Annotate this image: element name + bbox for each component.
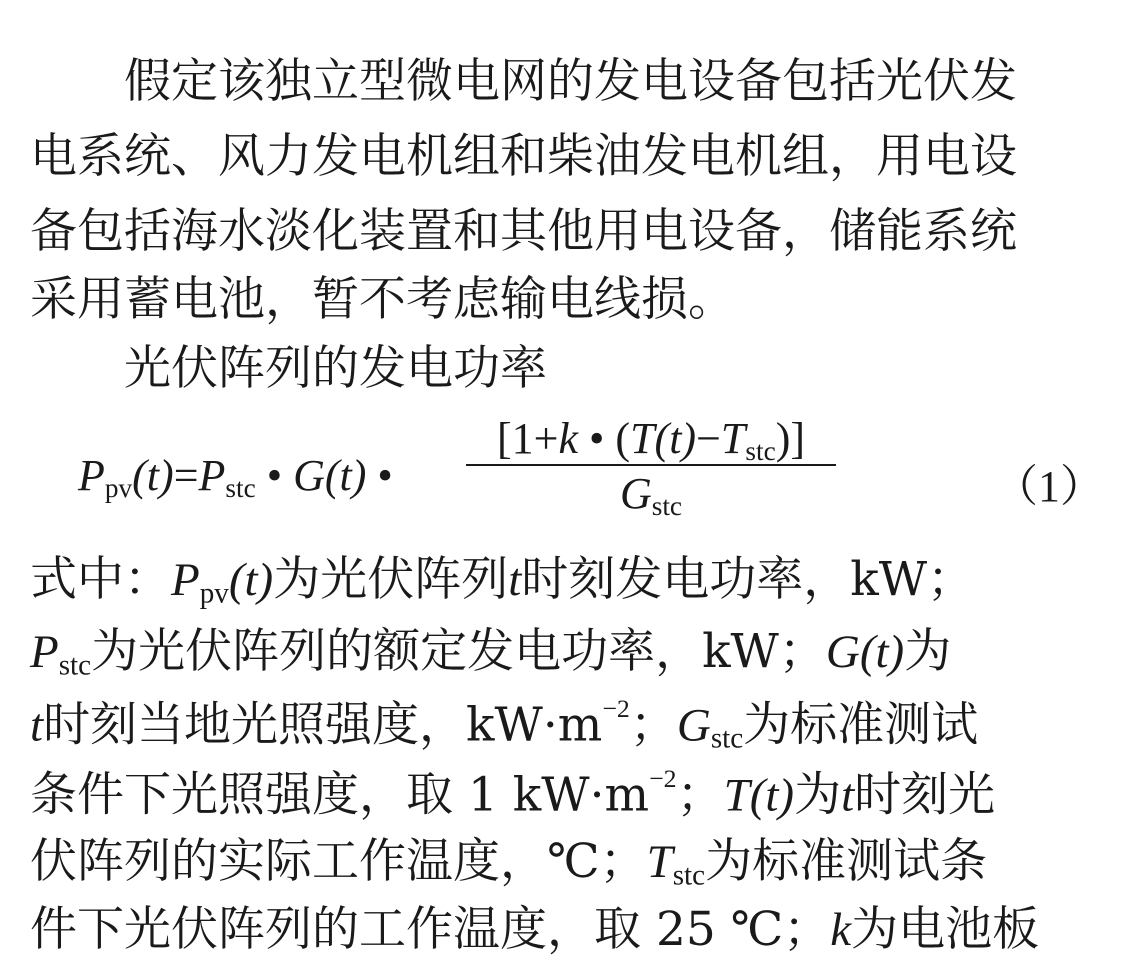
eq-dot-2: • bbox=[377, 451, 393, 500]
text: 式中： bbox=[30, 552, 171, 607]
num-dot: • bbox=[589, 414, 605, 463]
defs-line2 bbox=[30, 624, 952, 682]
num-close: )] bbox=[775, 414, 805, 463]
text: 为 bbox=[794, 767, 842, 823]
var: G bbox=[825, 626, 860, 678]
text: ； bbox=[676, 767, 724, 823]
section-heading: 光伏阵列的发电功率 bbox=[124, 341, 547, 396]
eq-var-p: P bbox=[78, 451, 105, 500]
var: t bbox=[30, 699, 44, 752]
den-g: G bbox=[619, 469, 652, 518]
sub: stc bbox=[672, 859, 706, 892]
num-targ: (t) bbox=[654, 414, 697, 463]
sub: stc bbox=[710, 722, 744, 755]
defs-line3 bbox=[30, 696, 978, 754]
var: t bbox=[508, 554, 522, 606]
equation-number: （1） bbox=[994, 462, 1104, 511]
arg: (t) bbox=[228, 554, 274, 606]
text: 条件下光照强度，取 1 kW·m bbox=[30, 767, 650, 823]
num-t: T bbox=[630, 414, 655, 463]
eq-sub-pv: pv bbox=[104, 472, 133, 503]
num-bracket: [1+ bbox=[497, 414, 559, 463]
num-t2-sub: stc bbox=[745, 435, 776, 466]
defs-line5 bbox=[30, 834, 988, 892]
num-k: k bbox=[558, 414, 578, 463]
exp: −2 bbox=[649, 764, 677, 793]
var: t bbox=[841, 769, 855, 822]
text: 为 bbox=[904, 624, 952, 679]
var: G bbox=[676, 699, 711, 752]
paragraph1-line3: 备包括海水淡化装置和其他用电设备，储能系统 bbox=[30, 204, 1017, 259]
var: T bbox=[723, 769, 750, 822]
arg: (t) bbox=[859, 626, 905, 678]
equation-lhs bbox=[78, 450, 393, 504]
text: ； bbox=[629, 697, 677, 753]
var: T bbox=[646, 836, 673, 888]
text: 件下光伏阵列的工作温度，取 25 ℃； bbox=[30, 902, 831, 957]
text: 为电池板 bbox=[851, 902, 1040, 957]
exp: −2 bbox=[602, 694, 630, 723]
num-paren: ( bbox=[615, 414, 631, 463]
eq-var-pstc: P bbox=[198, 451, 226, 500]
eq-dot-1: • bbox=[266, 451, 283, 500]
text: 时刻当地光照强度，kW·m bbox=[43, 697, 603, 753]
text: 为光伏阵列的额定发电功率，kW； bbox=[91, 624, 826, 679]
paragraph1-line2: 电系统、风力发电机组和柴油发电机组，用电设 bbox=[30, 129, 1017, 184]
var: P bbox=[30, 626, 59, 678]
sub: stc bbox=[58, 649, 92, 682]
paragraph1-line4: 采用蓄电池，暂不考虑输电线损。 bbox=[30, 272, 735, 327]
defs-line4 bbox=[30, 764, 996, 823]
defs-line6 bbox=[30, 902, 1040, 957]
equation-fraction bbox=[466, 414, 836, 521]
text: 时刻发电功率，kW； bbox=[521, 552, 975, 607]
text: 伏阵列的实际工作温度，℃； bbox=[30, 834, 647, 889]
eq-sub-stc: stc bbox=[225, 472, 256, 503]
num-t2: T bbox=[720, 414, 746, 463]
fraction-numerator bbox=[466, 414, 836, 466]
defs-line1 bbox=[30, 552, 975, 610]
eq-equals: = bbox=[173, 451, 199, 500]
var: P bbox=[171, 554, 200, 606]
text: 为标准测试 bbox=[743, 697, 979, 753]
eq-arg-t: (t) bbox=[132, 451, 174, 500]
sub: pv bbox=[199, 577, 229, 610]
den-sub: stc bbox=[651, 490, 683, 521]
arg: (t) bbox=[749, 769, 795, 822]
text: 时刻光 bbox=[854, 767, 996, 823]
var: k bbox=[830, 904, 852, 956]
text: 为光伏阵列 bbox=[273, 552, 509, 607]
text: 为标准测试条 bbox=[705, 834, 988, 889]
paragraph1-line1: 假定该独立型微电网的发电设备包括光伏发 bbox=[124, 54, 1017, 109]
eq-arg-g: (t) bbox=[324, 451, 367, 500]
fraction-denominator bbox=[466, 466, 836, 521]
eq-var-g: G bbox=[293, 451, 325, 500]
num-minus: − bbox=[696, 414, 721, 463]
